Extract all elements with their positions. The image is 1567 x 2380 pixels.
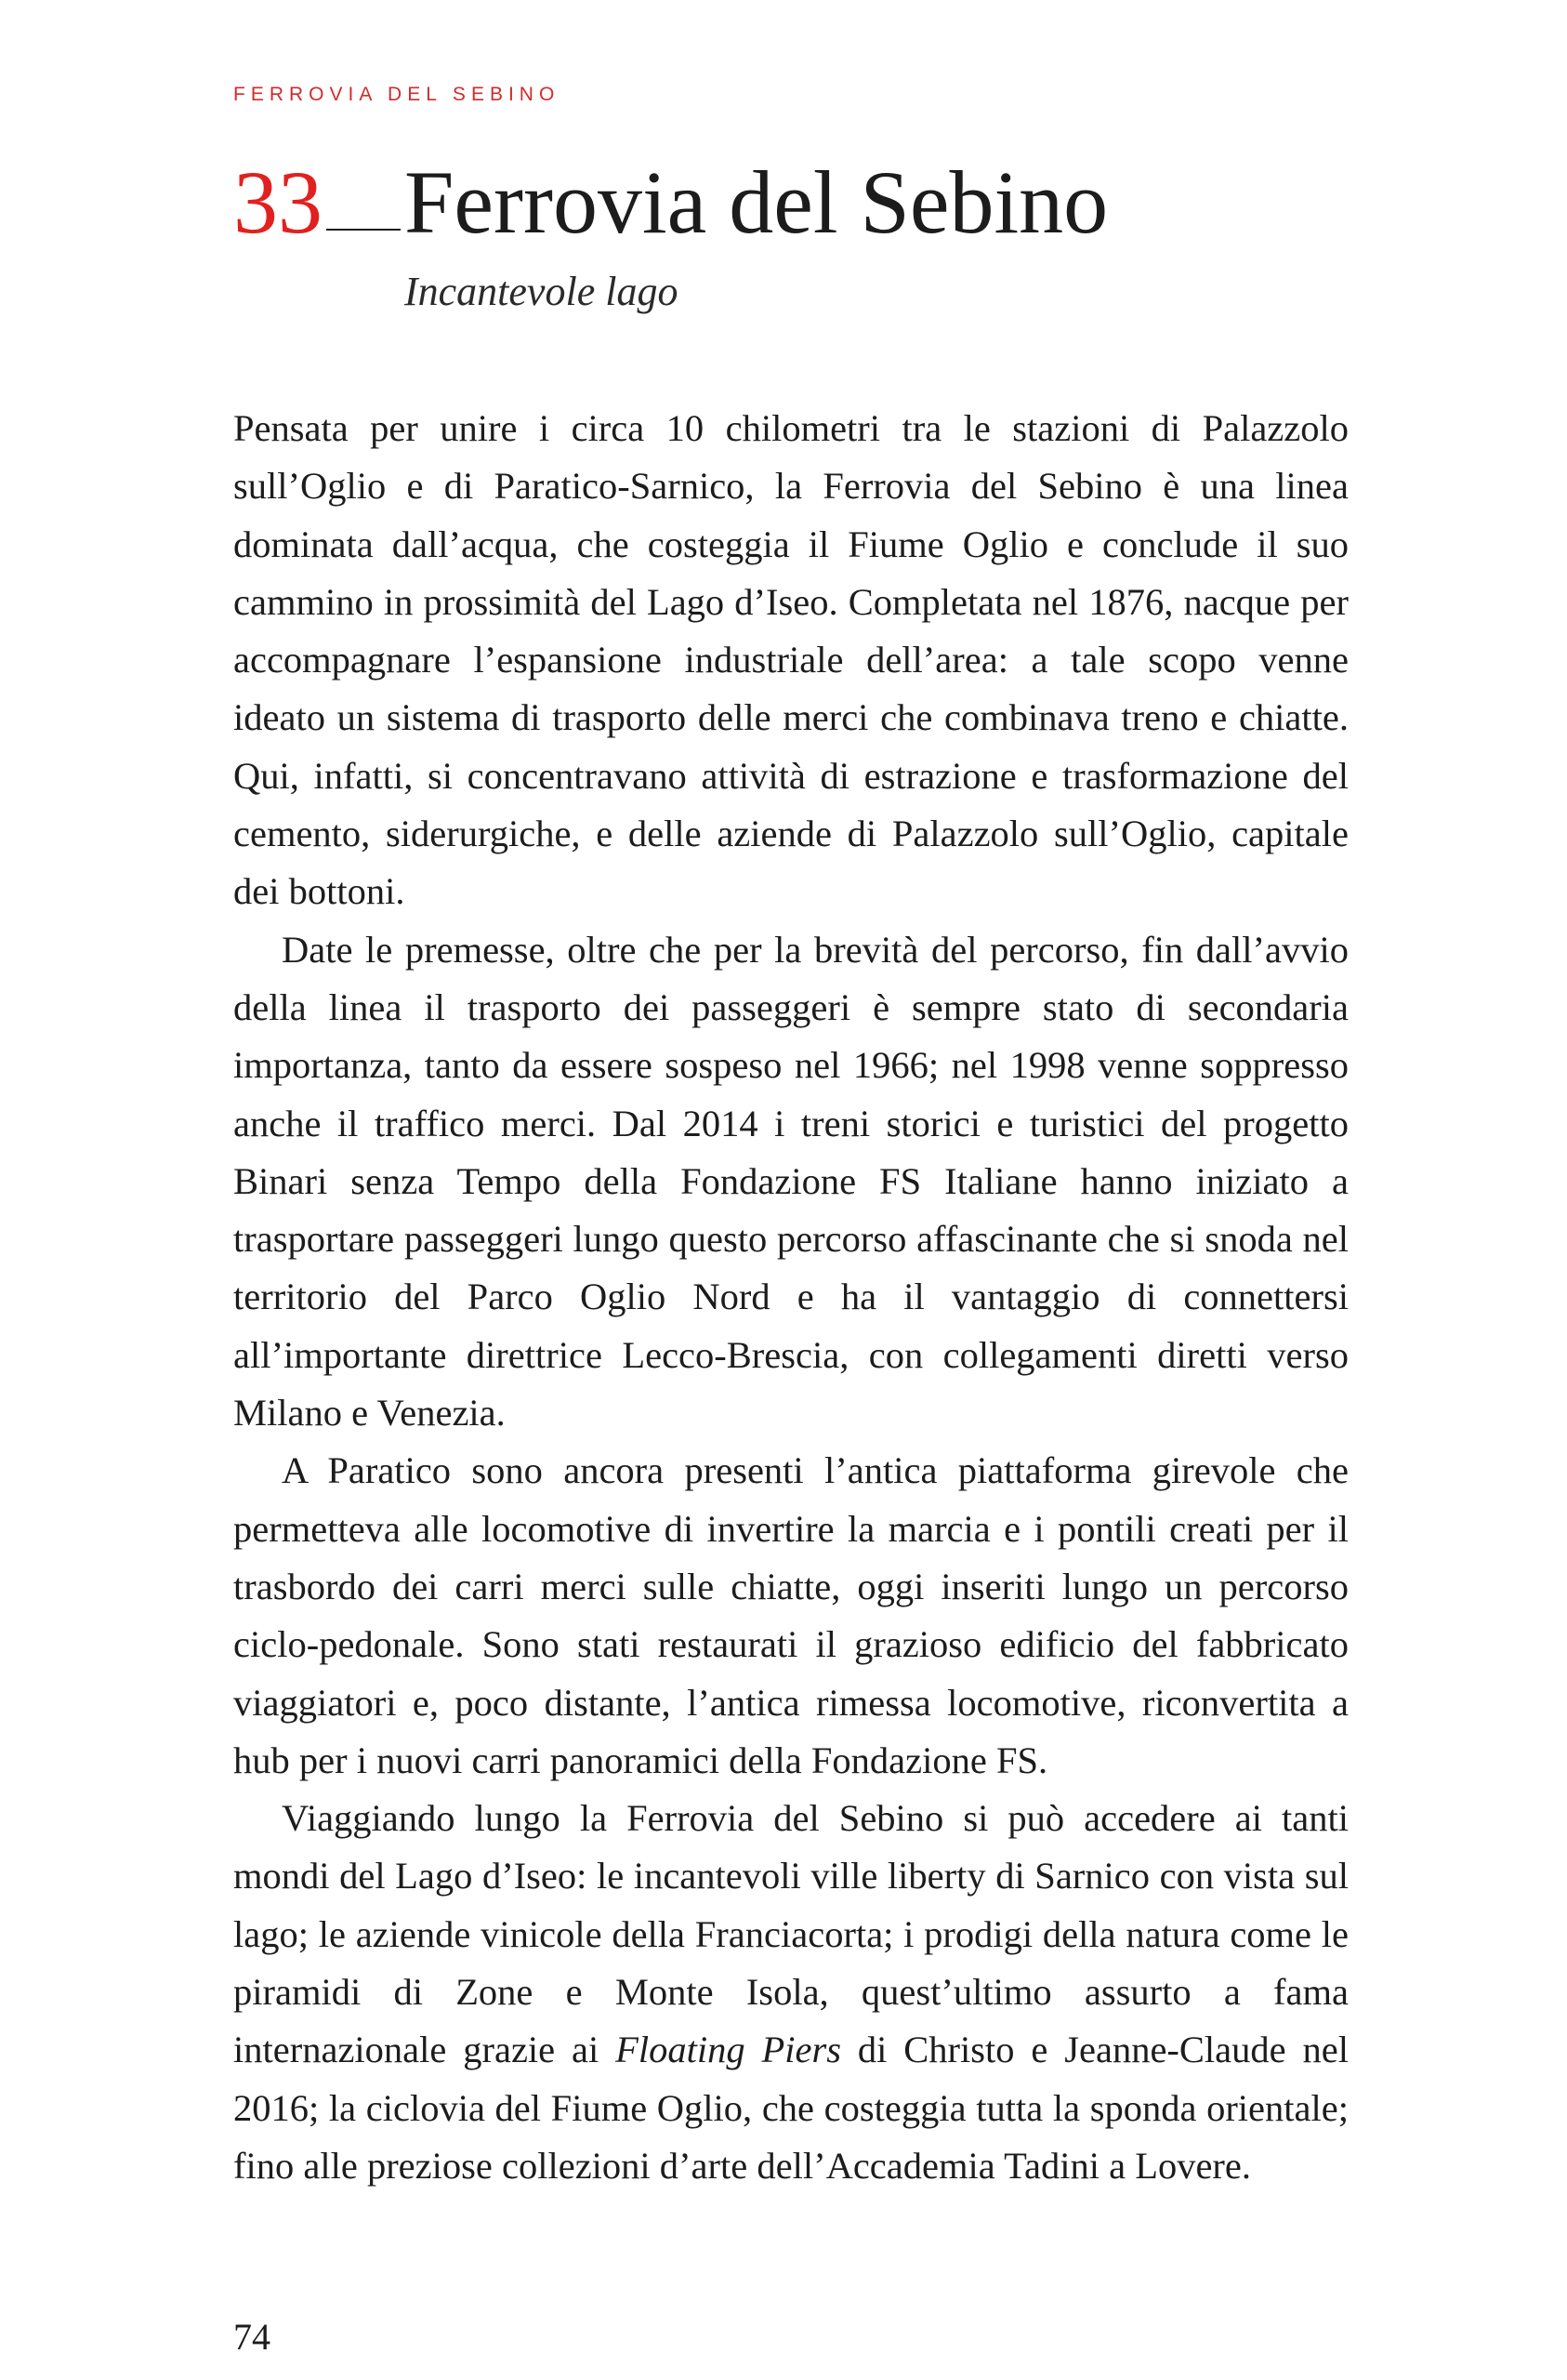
paragraph-text: di Christo e Jeanne-Claude nel 2016; la ciclovia del Fiume Oglio, che costeggia tutta la sponda orientale; fino alle preziose collezioni d’arte dell’Accademia Tadini a Lovere. bbox=[233, 2029, 1349, 2187]
chapter-number: 33 bbox=[233, 152, 323, 252]
chapter-title: Ferrovia del Sebino bbox=[404, 152, 1109, 252]
body-text bbox=[233, 400, 1349, 2195]
paragraph-text: Viaggiando lungo la Ferrovia del Sebino si può accedere ai tanti mondi del Lago d’Iseo: le incantevoli ville liberty di Sarnico con vista sul lago; le aziende vinicole della Franciacorta; i prodigi della natura come le piramidi di Zone e Monte Isola, quest’ultimo assurto a fama internazionale grazie ai bbox=[233, 1797, 1349, 2071]
chapter-title-block bbox=[233, 152, 1395, 315]
chapter-subtitle: Incantevole lago bbox=[404, 269, 678, 314]
artwork-title: Floating Piers bbox=[615, 2029, 841, 2071]
title-rule bbox=[326, 229, 401, 231]
paragraph: Date le premesse, oltre che per la brevità del percorso, fin dall’avvio della linea il trasporto dei passeggeri è sempre stato di secondaria importanza, tanto da essere sospeso nel 1966; nel 1998 venne soppresso anche il traffico merci. Dal 2014 i treni storici e turistici del progetto Binari senza Tempo della Fondazione FS Italiane hanno iniziato a trasportare passeggeri lungo questo percorso affascinante che si snoda nel territorio del Parco Oglio Nord e ha il vantaggio di connettersi all’importante direttrice Lecco-Brescia, con collegamenti diretti verso Milano e Venezia. bbox=[233, 928, 1349, 1435]
running-head: FERROVIA DEL SEBINO bbox=[233, 84, 560, 105]
paragraph bbox=[233, 1790, 1349, 2195]
title-line bbox=[233, 152, 1395, 252]
paragraph: A Paratico sono ancora presenti l’antica piattaforma girevole che permetteva alle locomotive di invertire la marcia e i pontili creati per il trasbordo dei carri merci sulle chiatte, oggi inseriti lungo un percorso ciclo-pedonale. Sono stati restaurati il grazioso edificio del fabbricato viaggiatori e, poco distante, l’antica rimessa locomotive, riconvertita a hub per i nuovi carri panoramici della Fondazione FS. bbox=[233, 1449, 1349, 1781]
paragraph: Pensata per unire i circa 10 chilometri tra le stazioni di Palazzolo sull’Oglio e di Paratico-Sarnico, la Ferrovia del Sebino è una linea dominata dall’acqua, che costeggia il Fiume Oglio e conclude il suo cammino in prossimità del Lago d’Iseo. Completata nel 1876, nacque per accompagnare l’espansione industriale dell’area: a tale scopo venne ideato un sistema di trasporto delle merci che combinava treno e chiatte. Qui, infatti, si concentravano attività di estrazione e trasformazione del cemento, siderurgiche, e delle aziende di Palazzolo sull’Oglio, capitale dei bottoni. bbox=[233, 407, 1349, 913]
page-number: 74 bbox=[233, 2316, 270, 2358]
